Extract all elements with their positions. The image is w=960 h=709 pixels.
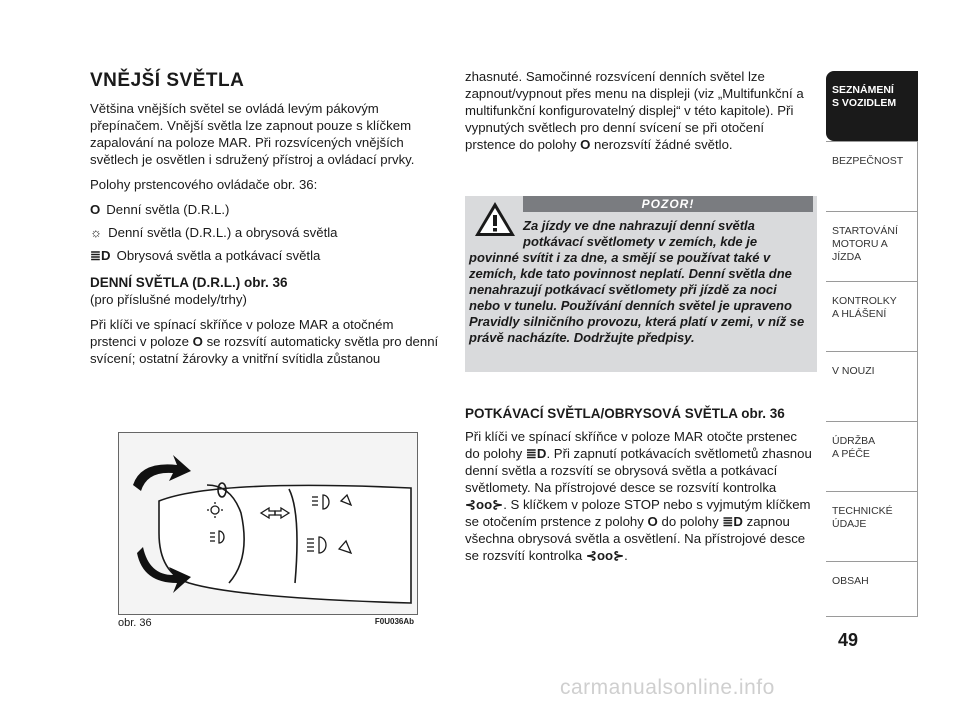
sidelight-icon: ☼ [90,225,103,240]
low-beam-text-2: . Při zapnutí potkávacích světlometů zhasnou denní světla a rozsvítí se obrysová světla a potkávací světlomety. Na přístrojové desce se rozsvítí kontrolka [465,446,812,495]
tab-label: MOTORU A JÍZDA [832,238,888,263]
warning-text-rest: povinné svítit i za dne, a smějí se používat také v zemích, kde tato povinnost neplatí. Denní světla dne nenahrazují potkávací světlomety při jízdě za noci nebo v tunelu. Používání denních světel je upraveno Pravidly silničního provozu, která platí v zemi, v níž se právě nacházíte. Dodržujte předpisy. [469,250,805,345]
position-label: Denní světla (D.R.L.) a obrysová světla [108,225,338,240]
low-beam-icon: ≣D [722,514,743,529]
low-beam-text-3: . S klíčkem v poloze STOP nebo s vyjmutým klíčkem se otočením prstence z polohy [465,497,811,529]
position-label: Denní světla (D.R.L.) [106,202,230,217]
tab-label: A PÉČE [832,448,870,460]
figure-number: obr. 36 [118,617,152,629]
drl-text-a: Při klíči ve spínací skříňce v poloze MAR a otočném prstenci v poloze [90,317,394,349]
right-column-continuation [465,68,815,153]
ring-o-icon: O [647,514,658,529]
tab-bezpecnost[interactable] [826,141,918,211]
tab-label: ÚDAJE [832,518,867,530]
drl-heading: DENNÍ SVĚTLA (D.R.L.) obr. 36 [90,275,288,290]
tab-label: BEZPEČNOST [832,155,904,167]
tab-startovani[interactable] [826,211,918,281]
positions-heading: Polohy prstencového ovládače obr. 36: [90,177,318,192]
tab-label: A HLÁŠENÍ [832,308,887,320]
ring-o-icon: O [580,137,591,152]
page-number: 49 [838,630,859,650]
watermark: carmanualsonline.info [560,676,775,699]
warning-box [465,196,817,372]
continuation-text-a: zhasnuté. Samočinné rozsvícení denních světel lze zapnout/vypnout přes menu na displeji (viz „Multifunkční a multifunkční konfigurovatelný displej“ v této kapitole). Při vypnutých světlech pro denní svícení se při otočení prstence do polohy [465,69,804,152]
drl-subheading: (pro příslušné modely/trhy) [90,292,247,307]
parking-light-indicator-icon: ⊰oo⊱ [465,497,504,512]
tab-technicke[interactable] [826,491,918,561]
continuation-text-b: nerozsvítí žádné světlo. [594,137,733,152]
left-column [90,100,440,375]
tab-kontrolky[interactable] [826,281,918,351]
low-beam-text-4: do polohy [661,514,719,529]
tab-v-nouzi[interactable] [826,351,918,421]
tab-label: S VOZIDLEM [832,97,897,109]
low-beam-heading: POTKÁVACÍ SVĚTLA/OBRYSOVÁ SVĚTLA obr. 36 [465,406,785,421]
parking-light-indicator-icon: ⊰oo⊱ [585,548,625,563]
warning-text-first: Za jízdy ve dne nahrazují denní světla potkávací světlomety v zemích, kde je [523,218,758,249]
warning-header: POZOR! [523,196,813,212]
intro-paragraph: Většina vnějších světel se ovládá levým pákovým přepínačem. Vnější světla lze zapnout pouze s klíčkem zapalování na poloze MAR. Při rozsvícených vnějších světlech je osvětlen i sdružený přístroj a ovládací prvky. [90,101,415,167]
light-stalk-illustration [119,433,417,614]
tab-label: OBSAH [832,575,869,587]
low-beam-text-1: Při klíči ve spínací skříňce v poloze MAR otočte prstenec do polohy [465,429,798,461]
tab-label: SEZNÁMENÍ [832,84,894,96]
low-beam-icon: ≣D [525,446,547,461]
tab-seznameni[interactable] [826,71,918,141]
low-beam-paragraph [465,428,815,564]
drl-text-b: se rozsvítí automaticky světla pro denní svícení; ostatní žárovky a vnitřní svítidla zůstanou [90,334,439,366]
tab-udrzba[interactable] [826,421,918,491]
ring-o-icon: O [90,202,101,217]
figure-code: F0U036Ab [374,617,414,626]
tab-label: KONTROLKY [832,295,897,307]
continuation-paragraph [465,68,815,153]
tab-label: ÚDRŽBA [832,435,876,447]
page-title: VNĚJŠÍ SVĚTLA [90,70,245,91]
low-beam-text-6: . [624,548,628,563]
tab-obsah[interactable] [826,561,918,617]
position-label: Obrysová světla a potkávací světla [116,248,321,263]
ring-o-icon: O [192,334,203,349]
tab-label: STARTOVÁNÍ [832,225,898,237]
tab-label: TECHNICKÉ [832,505,893,517]
low-beam-text-5: zapnou všechna obrysová světla a osvětlení. Na přístrojové desce se rozsvítí kontrolka [465,514,806,563]
position-item-lowbeam [90,247,440,264]
low-beam-icon: ≣D [90,248,111,263]
figure-36 [118,432,418,615]
drl-paragraph [90,316,440,367]
tab-label: V NOUZI [832,365,875,377]
position-item-drl [90,201,440,218]
position-item-drl-parking [90,224,440,241]
warning-text [469,218,811,346]
figure-caption [118,617,418,629]
low-beam-section [465,406,815,564]
